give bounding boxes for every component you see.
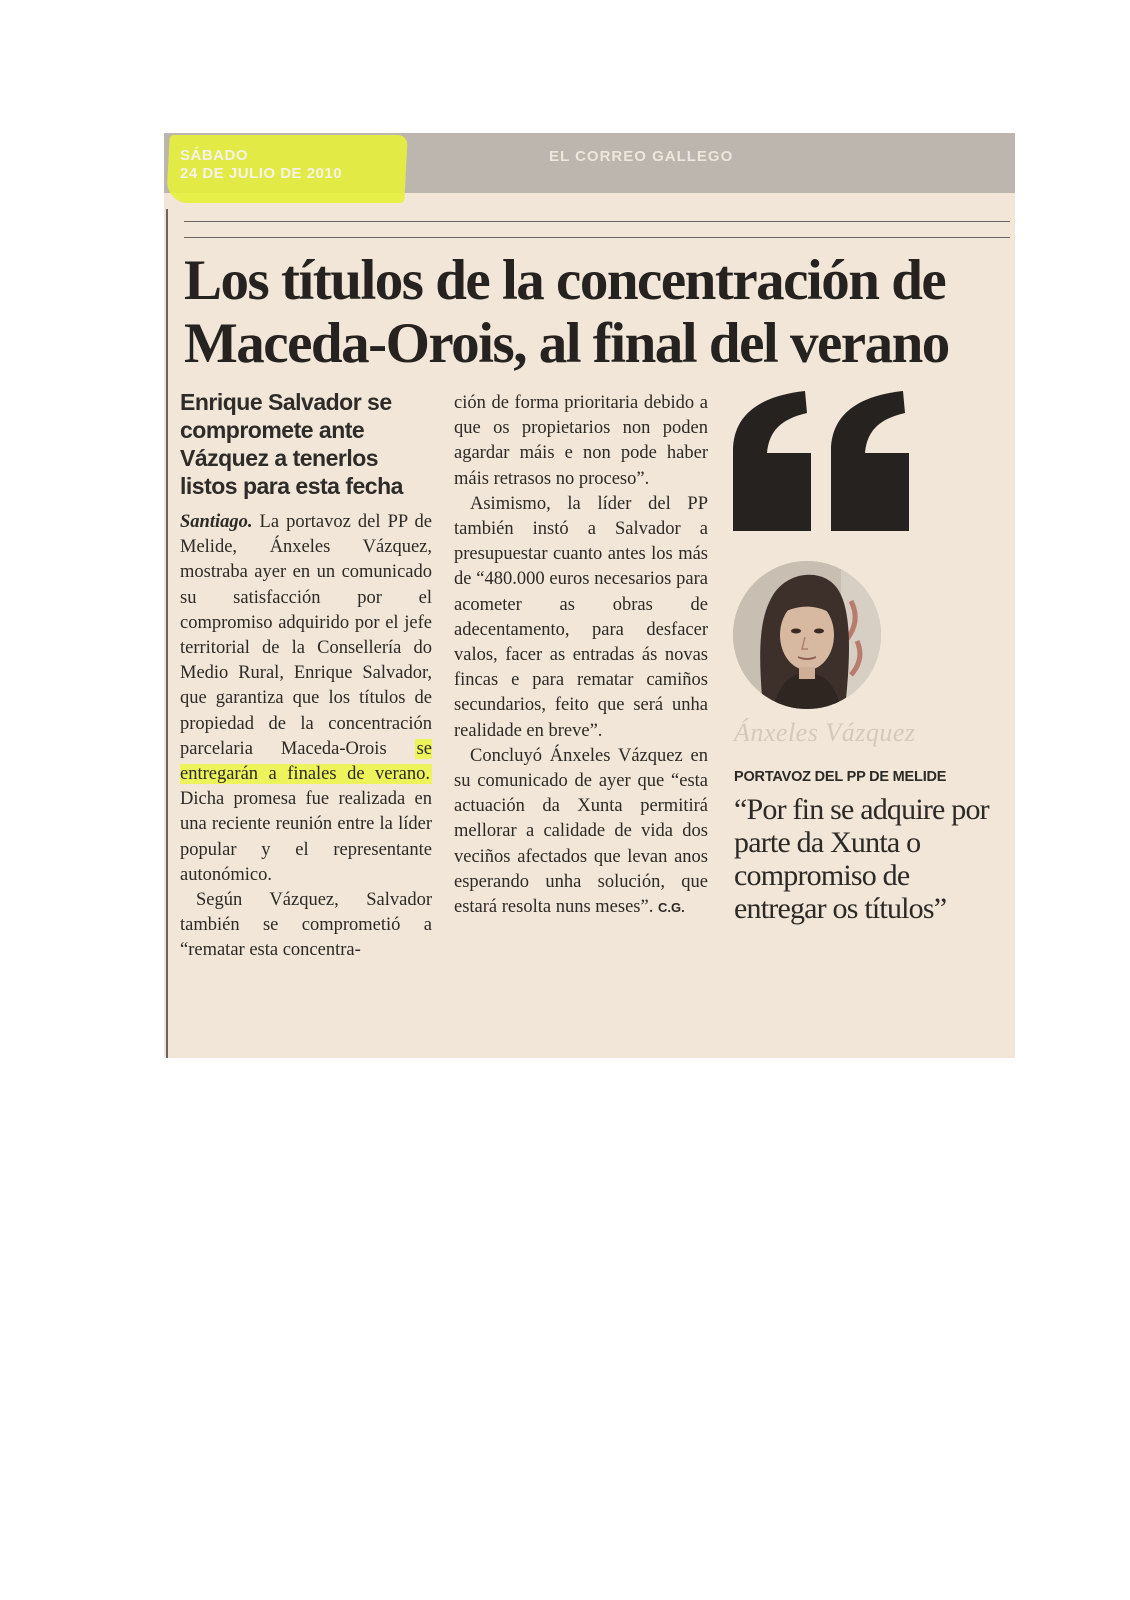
paragraph-1-text-b: Dicha promesa fue realizada en una reciente reunión entre la líder popular y el representante autonómico.	[180, 789, 432, 885]
paragraph-3: ción de forma prioritaria debido a que os propietarios non poden agardar máis e non pode haber máis retrasos no proceso”.	[454, 393, 708, 489]
newspaper-clipping	[164, 133, 1015, 1058]
speaker-role: PORTAVOZ DEL PP DE MELIDE	[734, 769, 947, 785]
sidebar	[733, 391, 1003, 541]
subheadline: Enrique Salvador se compromete ante Vázquez a tenerlos listos para esta fecha	[180, 389, 403, 499]
paragraph-2: Según Vázquez, Salvador también se comprometió a “rematar esta concentra-	[180, 890, 432, 961]
open-quote-right-icon	[831, 391, 911, 531]
article-column-1	[180, 388, 432, 964]
pull-quote: “Por fin se adquire por parte da Xunta o compromiso de entregar os títulos”	[734, 793, 989, 925]
paragraph-5	[454, 744, 708, 920]
masthead: EL CORREO GALLEGO	[549, 148, 734, 165]
header-rule-top	[184, 221, 1010, 222]
open-quote-left-icon	[733, 391, 813, 531]
article-column-2	[454, 391, 708, 920]
quote-marks-icon	[733, 391, 933, 541]
portrait-image	[733, 561, 881, 709]
paragraph-1-text-a: La portavoz del PP de Melide, Ánxeles Vázquez, mostraba ayer en un comunicado su satisfacción por el compromiso adquirido por el jefe territorial de la Consellería do Medio Rural, Enrique Salvador, que garantiza que los títulos de propiedad de la concentración parcelaria Maceda-Orois	[180, 512, 432, 759]
header-rule-bottom	[184, 237, 1010, 238]
column-rule	[166, 209, 168, 1058]
headline	[184, 249, 1004, 375]
dateline-city: Santiago.	[180, 512, 253, 532]
portrait-photo	[733, 561, 881, 709]
issue-full-date: 24 DE JULIO DE 2010	[180, 165, 343, 182]
paragraph-1	[180, 510, 432, 888]
highlighted-text: se entregarán a finales de verano.	[180, 738, 432, 785]
paragraph-4: Asimismo, la líder del PP también instó a Salvador a presupuestar cuanto antes los más de “480.000 euros necesarios para acometer as obras de adecentamento, para desfacer valos, facer as entradas ás novas fincas e para rematar camiños secundarios, feito que será unha realidade en breve”.	[454, 493, 708, 741]
headline-line-2: Maceda-Orois, al final del verano	[184, 312, 949, 375]
photo-caption-name: Ánxeles Vázquez	[734, 718, 916, 747]
issue-day: SÁBADO	[180, 147, 249, 164]
author-signature: C.G.	[657, 900, 685, 916]
paragraph-5-text: Concluyó Ánxeles Vázquez en su comunicado de ayer que “esta actuación da Xunta permitirá mellorar a calidade de vida dos veciños afectados que levan anos esperando unha solución, que estará resolta nuns meses”.	[454, 745, 708, 918]
issue-date	[180, 147, 342, 183]
headline-line-1: Los títulos de la concentración de	[184, 249, 946, 312]
